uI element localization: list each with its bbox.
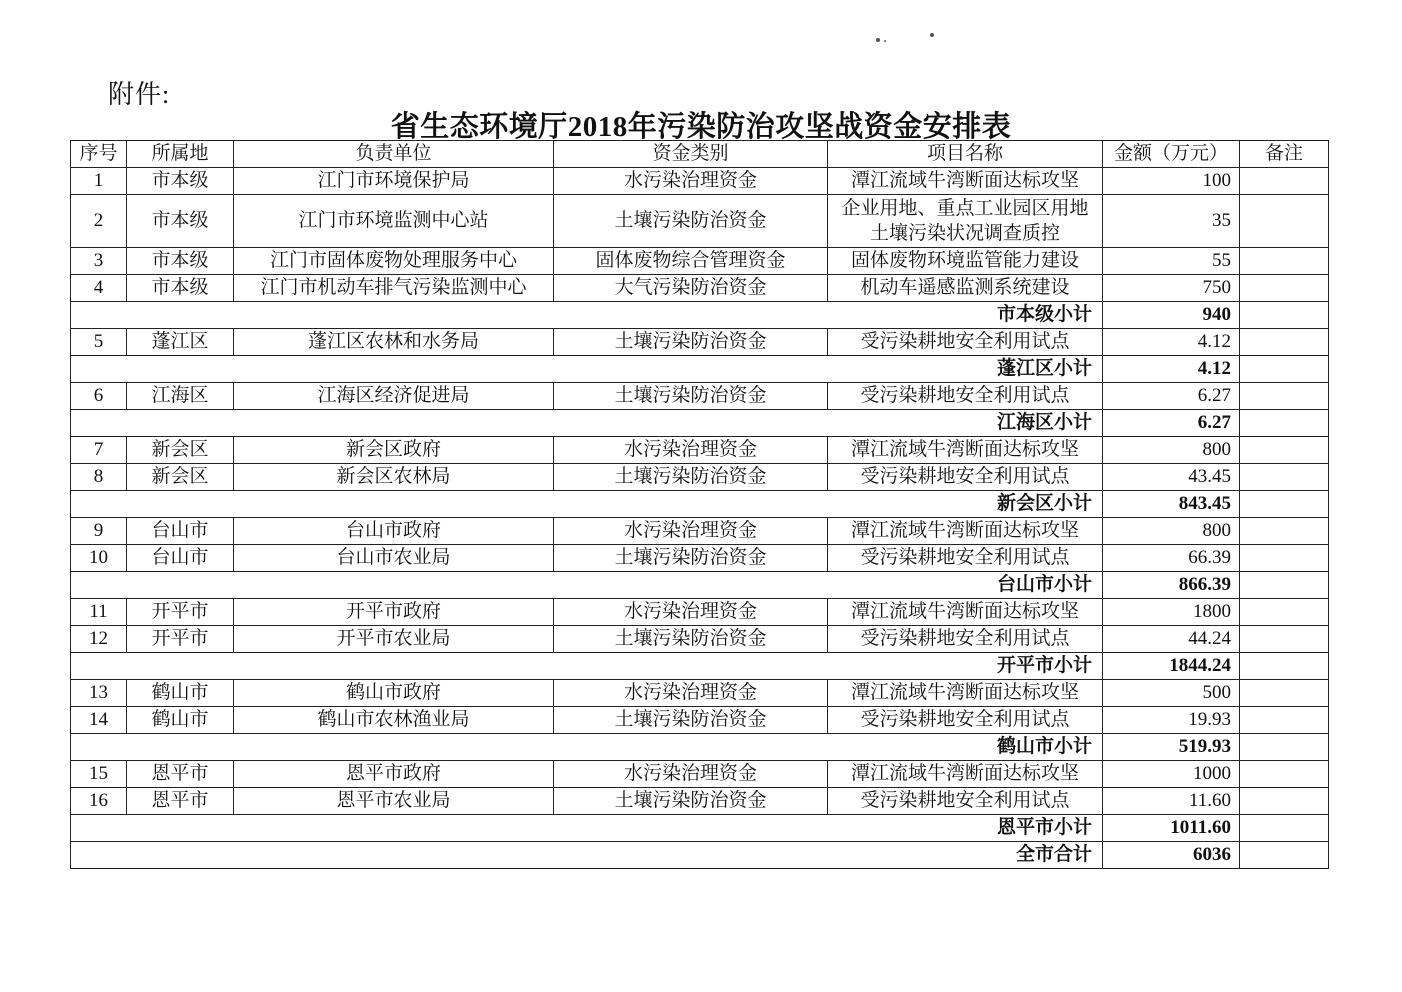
subtotal-label: 恩平市小计 [71,815,1103,842]
subtotal-row [71,572,1329,599]
cell-no: 14 [71,707,127,734]
cell-remark [1240,572,1329,599]
header-unit: 负责单位 [234,141,554,168]
cell-remark [1240,248,1329,275]
cell-fund-type: 水污染治理资金 [554,168,828,195]
cell-fund-type: 土壤污染防治资金 [554,788,828,815]
cell-project: 受污染耕地安全利用试点 [828,464,1103,491]
cell-no: 8 [71,464,127,491]
cell-amount: 6.27 [1103,383,1240,410]
cell-remark [1240,626,1329,653]
cell-no: 6 [71,383,127,410]
table-row [71,329,1329,356]
cell-no: 11 [71,599,127,626]
cell-unit: 鹤山市农林渔业局 [234,707,554,734]
cell-no: 7 [71,437,127,464]
cell-amount: 43.45 [1103,464,1240,491]
table-row [71,195,1329,248]
cell-amount: 55 [1103,248,1240,275]
subtotal-amount: 4.12 [1103,356,1240,383]
cell-fund-type: 土壤污染防治资金 [554,626,828,653]
cell-amount: 44.24 [1103,626,1240,653]
header-fund-type: 资金类别 [554,141,828,168]
cell-remark [1240,410,1329,437]
subtotal-amount: 1011.60 [1103,815,1240,842]
cell-remark [1240,707,1329,734]
subtotal-row [71,410,1329,437]
table-row [71,545,1329,572]
cell-remark [1240,491,1329,518]
funding-allocation-table [70,140,1329,869]
subtotal-label: 全市合计 [71,842,1103,869]
subtotal-row [71,653,1329,680]
cell-amount: 19.93 [1103,707,1240,734]
cell-no: 4 [71,275,127,302]
cell-unit: 开平市农业局 [234,626,554,653]
subtotal-amount: 6036 [1103,842,1240,869]
scan-speck [930,33,934,37]
table-row [71,707,1329,734]
cell-amount: 500 [1103,680,1240,707]
cell-remark [1240,653,1329,680]
cell-unit: 恩平市政府 [234,761,554,788]
cell-fund-type: 土壤污染防治资金 [554,195,828,248]
cell-remark [1240,518,1329,545]
cell-unit: 江海区经济促进局 [234,383,554,410]
cell-fund-type: 土壤污染防治资金 [554,707,828,734]
table-row [71,626,1329,653]
table-row [71,518,1329,545]
subtotal-amount: 843.45 [1103,491,1240,518]
table-row [71,464,1329,491]
cell-remark [1240,356,1329,383]
cell-remark [1240,168,1329,195]
subtotal-label: 台山市小计 [71,572,1103,599]
table-row [71,680,1329,707]
cell-unit: 新会区农林局 [234,464,554,491]
subtotal-row [71,815,1329,842]
cell-unit: 新会区政府 [234,437,554,464]
cell-project: 潭江流域牛湾断面达标攻坚 [828,599,1103,626]
table-row [71,168,1329,195]
header-amount: 金额（万元） [1103,141,1240,168]
cell-fund-type: 土壤污染防治资金 [554,545,828,572]
cell-no: 13 [71,680,127,707]
cell-project: 固体废物环境监管能力建设 [828,248,1103,275]
cell-area: 恩平市 [127,761,234,788]
cell-project: 潭江流域牛湾断面达标攻坚 [828,168,1103,195]
table-header-row [71,141,1329,168]
subtotal-label: 新会区小计 [71,491,1103,518]
cell-unit: 江门市机动车排气污染监测中心 [234,275,554,302]
cell-no: 10 [71,545,127,572]
cell-area: 恩平市 [127,788,234,815]
cell-project: 潭江流域牛湾断面达标攻坚 [828,680,1103,707]
cell-fund-type: 大气污染防治资金 [554,275,828,302]
cell-fund-type: 固体废物综合管理资金 [554,248,828,275]
cell-area: 开平市 [127,599,234,626]
cell-no: 2 [71,195,127,248]
cell-remark [1240,195,1329,248]
cell-remark [1240,383,1329,410]
cell-area: 市本级 [127,168,234,195]
cell-fund-type: 土壤污染防治资金 [554,329,828,356]
cell-amount: 1800 [1103,599,1240,626]
cell-amount: 800 [1103,437,1240,464]
cell-project: 受污染耕地安全利用试点 [828,545,1103,572]
cell-area: 开平市 [127,626,234,653]
cell-area: 台山市 [127,545,234,572]
cell-project: 潭江流域牛湾断面达标攻坚 [828,518,1103,545]
scan-speck [884,40,886,42]
cell-amount: 100 [1103,168,1240,195]
header-no: 序号 [71,141,127,168]
cell-area: 江海区 [127,383,234,410]
cell-fund-type: 水污染治理资金 [554,680,828,707]
cell-fund-type: 水污染治理资金 [554,437,828,464]
subtotal-row [71,842,1329,869]
cell-amount: 750 [1103,275,1240,302]
cell-fund-type: 水污染治理资金 [554,761,828,788]
cell-project: 潭江流域牛湾断面达标攻坚 [828,437,1103,464]
cell-project: 受污染耕地安全利用试点 [828,626,1103,653]
cell-no: 5 [71,329,127,356]
cell-area: 市本级 [127,248,234,275]
cell-no: 16 [71,788,127,815]
table-body [71,168,1329,869]
cell-remark [1240,464,1329,491]
cell-remark [1240,329,1329,356]
cell-no: 15 [71,761,127,788]
cell-no: 1 [71,168,127,195]
cell-remark [1240,815,1329,842]
table-row [71,383,1329,410]
cell-amount: 1000 [1103,761,1240,788]
subtotal-label: 鹤山市小计 [71,734,1103,761]
subtotal-row [71,491,1329,518]
cell-amount: 11.60 [1103,788,1240,815]
cell-unit: 恩平市农业局 [234,788,554,815]
cell-project: 潭江流域牛湾断面达标攻坚 [828,761,1103,788]
cell-unit: 江门市环境保护局 [234,168,554,195]
cell-remark [1240,437,1329,464]
cell-area: 市本级 [127,195,234,248]
cell-area: 蓬江区 [127,329,234,356]
cell-remark [1240,302,1329,329]
cell-no: 3 [71,248,127,275]
table-row [71,761,1329,788]
cell-remark [1240,761,1329,788]
cell-remark [1240,275,1329,302]
cell-remark [1240,734,1329,761]
subtotal-label: 开平市小计 [71,653,1103,680]
cell-remark [1240,599,1329,626]
cell-no: 12 [71,626,127,653]
subtotal-amount: 6.27 [1103,410,1240,437]
cell-area: 鹤山市 [127,707,234,734]
cell-remark [1240,842,1329,869]
cell-amount: 4.12 [1103,329,1240,356]
header-area: 所属地 [127,141,234,168]
cell-fund-type: 土壤污染防治资金 [554,464,828,491]
subtotal-label: 江海区小计 [71,410,1103,437]
subtotal-row [71,302,1329,329]
subtotal-amount: 940 [1103,302,1240,329]
cell-remark [1240,680,1329,707]
subtotal-label: 蓬江区小计 [71,356,1103,383]
subtotal-amount: 519.93 [1103,734,1240,761]
cell-amount: 35 [1103,195,1240,248]
subtotal-amount: 1844.24 [1103,653,1240,680]
subtotal-amount: 866.39 [1103,572,1240,599]
header-project: 项目名称 [828,141,1103,168]
cell-unit: 江门市环境监测中心站 [234,195,554,248]
header-remark: 备注 [1240,141,1329,168]
cell-unit: 蓬江区农林和水务局 [234,329,554,356]
cell-remark [1240,788,1329,815]
cell-project: 受污染耕地安全利用试点 [828,329,1103,356]
cell-amount: 800 [1103,518,1240,545]
cell-amount: 66.39 [1103,545,1240,572]
cell-project: 企业用地、重点工业园区用地土壤污染状况调查质控 [828,195,1103,248]
table-row [71,275,1329,302]
cell-area: 市本级 [127,275,234,302]
cell-fund-type: 水污染治理资金 [554,518,828,545]
cell-remark [1240,545,1329,572]
cell-area: 鹤山市 [127,680,234,707]
cell-unit: 鹤山市政府 [234,680,554,707]
cell-project: 机动车遥感监测系统建设 [828,275,1103,302]
cell-project: 受污染耕地安全利用试点 [828,788,1103,815]
cell-project: 受污染耕地安全利用试点 [828,707,1103,734]
cell-project: 受污染耕地安全利用试点 [828,383,1103,410]
table-row [71,248,1329,275]
attachment-label: 附件: [108,80,171,109]
table-row [71,437,1329,464]
cell-unit: 开平市政府 [234,599,554,626]
cell-area: 新会区 [127,437,234,464]
subtotal-row [71,356,1329,383]
subtotal-label: 市本级小计 [71,302,1103,329]
cell-unit: 江门市固体废物处理服务中心 [234,248,554,275]
cell-fund-type: 土壤污染防治资金 [554,383,828,410]
document-title: 省生态环境厅2018年污染防治攻坚战资金安排表 [390,111,1012,143]
table-row [71,788,1329,815]
cell-unit: 台山市政府 [234,518,554,545]
subtotal-row [71,734,1329,761]
scan-speck [876,38,880,42]
table-row [71,599,1329,626]
cell-unit: 台山市农业局 [234,545,554,572]
cell-area: 新会区 [127,464,234,491]
cell-no: 9 [71,518,127,545]
cell-area: 台山市 [127,518,234,545]
cell-fund-type: 水污染治理资金 [554,599,828,626]
